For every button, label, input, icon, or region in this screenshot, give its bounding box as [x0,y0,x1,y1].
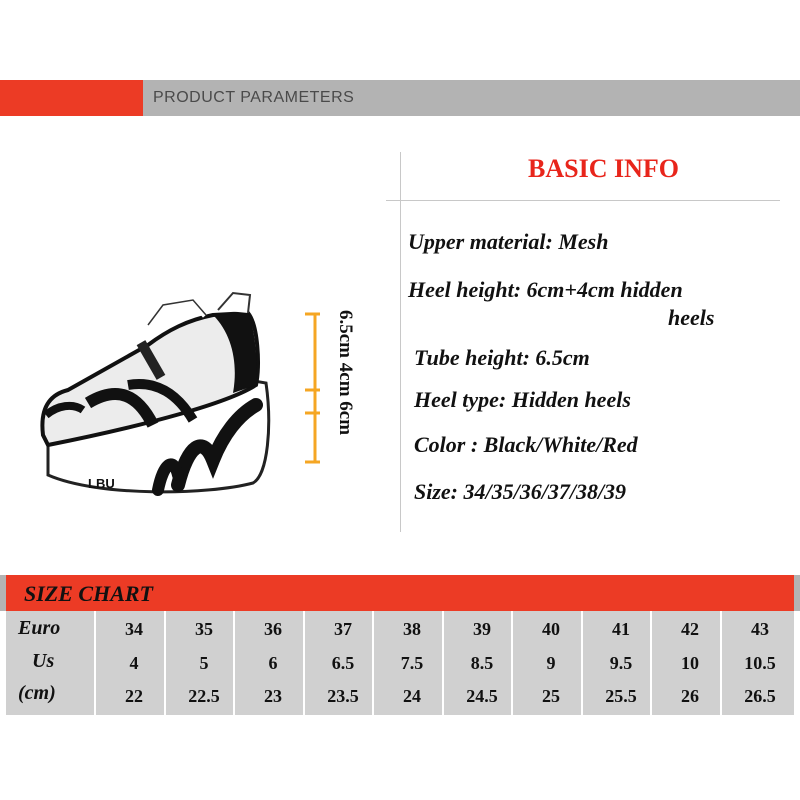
size-cell: 25.5 [605,686,637,706]
size-cell: 9 [546,653,556,673]
spec-size: Size: 34/35/36/37/38/39 [414,479,627,504]
column-separator [650,611,652,715]
size-cell: 37 [334,619,352,639]
spec-color: Color : Black/White/Red [414,432,638,457]
column-separator [511,611,513,715]
column-separator [372,611,374,715]
size-cell: 5 [199,653,209,673]
size-cell: 4 [129,653,139,673]
spec-tube-height: Tube height: 6.5cm [414,345,590,370]
column-separator [581,611,583,715]
divider-vertical [400,152,401,532]
column-separator [164,611,166,715]
row-label-euro: Euro [18,617,61,639]
size-cell: 42 [681,619,699,639]
shoe-image [28,285,278,505]
size-cell: 23.5 [327,686,359,706]
height-ruler [290,300,320,470]
column-separator [442,611,444,715]
spec-heel-height-cont: heels [668,305,715,330]
column-separator [233,611,235,715]
size-cell: 22.5 [188,686,220,706]
size-cell: 6.5 [331,653,355,673]
table-row-cm [6,680,794,713]
size-cell: 39 [473,619,491,639]
column-separator [303,611,305,715]
basic-info-title: BASIC INFO [528,154,679,183]
size-cell: 9.5 [609,653,633,673]
spec-heel-type: Heel type: Hidden heels [414,387,631,412]
ruler-label: 6.5cm 4cm 6cm [335,310,356,436]
size-cell: 23 [264,686,282,706]
size-cell: 40 [542,619,560,639]
size-cell: 24.5 [466,686,498,706]
size-cell: 10 [681,653,699,673]
size-cell: 35 [195,619,213,639]
product-parameters-header [0,80,800,116]
sole-brand-text: LBU [88,476,115,491]
row-label-cm: (cm) [18,682,56,704]
size-cell: 43 [751,619,769,639]
header-red-accent [0,80,143,116]
column-separator [94,611,96,715]
table-row-us [6,647,794,680]
spec-heel-height: Heel height: 6cm+4cm hidden [408,277,683,302]
size-cell: 41 [612,619,630,639]
size-cell: 6 [268,653,278,673]
column-separator [720,611,722,715]
size-cell: 26.5 [744,686,776,706]
size-cell: 34 [125,619,143,639]
size-cell: 10.5 [744,653,776,673]
size-chart-header [0,575,800,611]
size-chart-title: SIZE CHART [24,581,153,606]
size-cell: 22 [125,686,143,706]
size-chart-red-band [6,575,794,611]
size-cell: 24 [403,686,421,706]
size-cell: 7.5 [400,653,424,673]
size-cell: 26 [681,686,699,706]
header-title: PRODUCT PARAMETERS [153,89,355,106]
spec-upper-material: Upper material: Mesh [408,229,609,254]
size-cell: 36 [264,619,282,639]
size-cell: 25 [542,686,560,706]
divider-horizontal [386,200,780,201]
row-label-us: Us [32,650,55,672]
size-chart-table [6,611,794,715]
size-cell: 8.5 [470,653,494,673]
table-row-euro [6,613,794,646]
size-cell: 38 [403,619,421,639]
